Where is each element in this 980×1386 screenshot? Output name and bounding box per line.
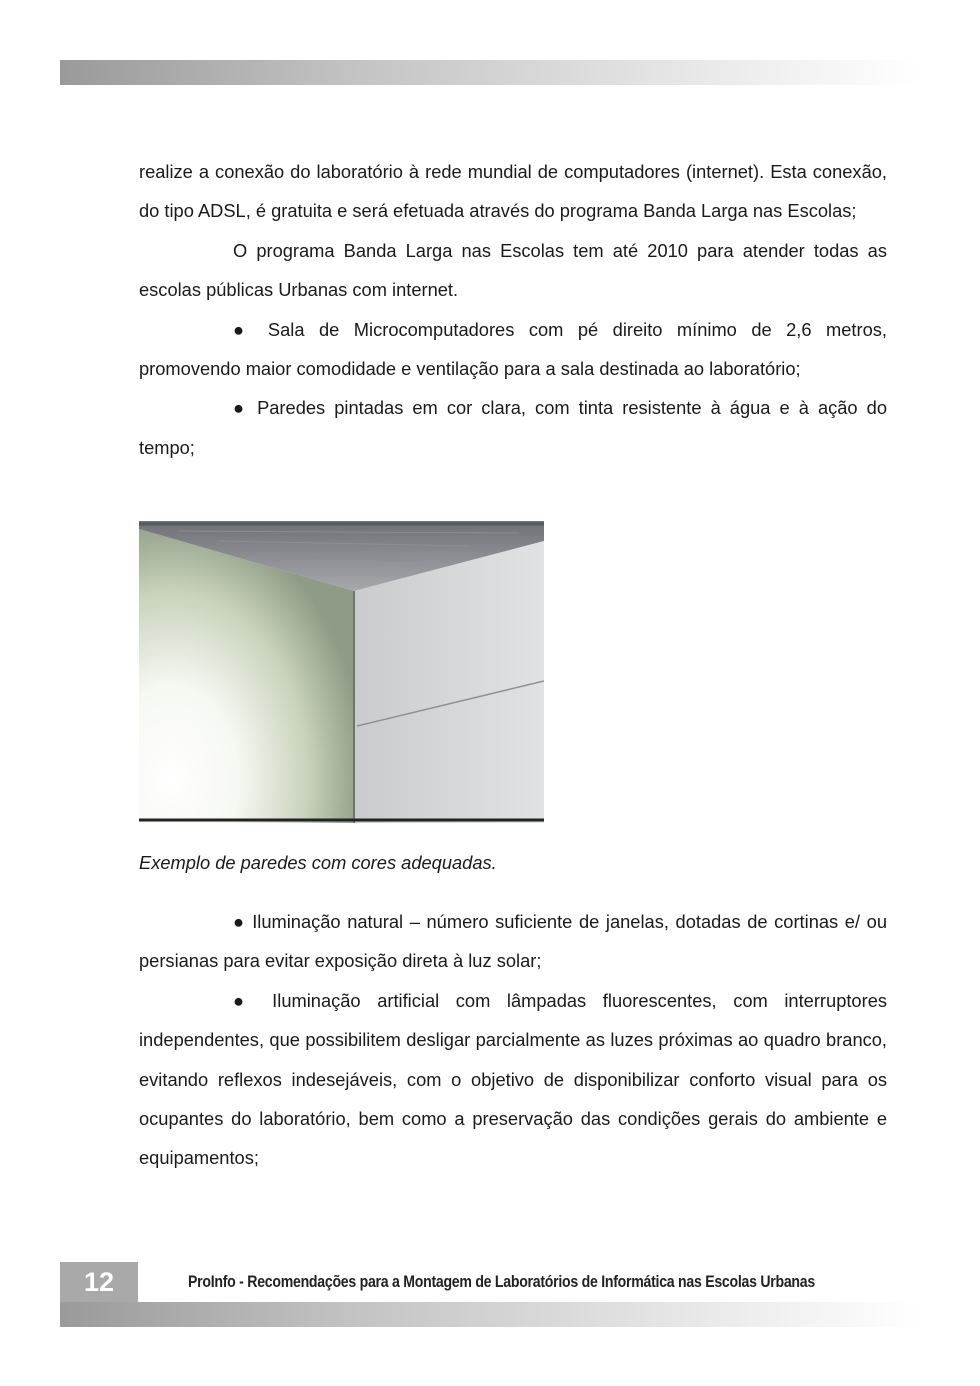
paragraph-banda-larga: O programa Banda Larga nas Escolas tem até 2010 para atender todas as escolas públicas Urbanas com internet. — [139, 239, 887, 301]
body-text — [139, 152, 887, 467]
page-number: 12 — [60, 1262, 138, 1302]
wall-corner-illustration — [139, 521, 544, 823]
footer-gradient-bar — [60, 1302, 920, 1327]
header-gradient-bar — [60, 60, 920, 85]
footer-title: ProInfo - Recomendações para a Montagem de Laboratórios de Informática nas Escolas Urbanas — [188, 1273, 815, 1291]
figure-caption: Exemplo de paredes com cores adequadas. — [139, 852, 497, 873]
bullet-sala-microcomputadores: ● Sala de Microcomputadores com pé direito mínimo de 2,6 metros, promovendo maior comodidade e ventilação para a sala destinada ao laboratório; — [139, 318, 887, 380]
bullet-iluminacao-artificial: ● Iluminação artificial com lâmpadas fluorescentes, com interruptores independentes, que possibilitem desligar parcialmente as luzes próximas ao quadro branco, evitando reflexos indesejáveis, com o objetivo de disponibilizar conforto visual para os ocupantes do laboratório, bem como a preservação das condições gerais do ambiente e equipamentos; — [139, 989, 887, 1169]
wall-photo — [139, 521, 544, 823]
body-text-continued — [139, 902, 887, 1178]
footer — [60, 1262, 920, 1302]
bullet-iluminacao-natural: ● Iluminação natural – número suficiente de janelas, dotadas de cortinas e/ ou persianas para evitar exposição direta à luz solar; — [139, 911, 887, 972]
paragraph-connection: realize a conexão do laboratório à rede mundial de computadores (internet). Esta conexão, do tipo ADSL, é gratuita e será efetuada através do programa Banda Larga nas Escolas; — [139, 161, 887, 222]
bullet-paredes: ● Paredes pintadas em cor clara, com tinta resistente à água e à ação do tempo; — [139, 397, 887, 458]
